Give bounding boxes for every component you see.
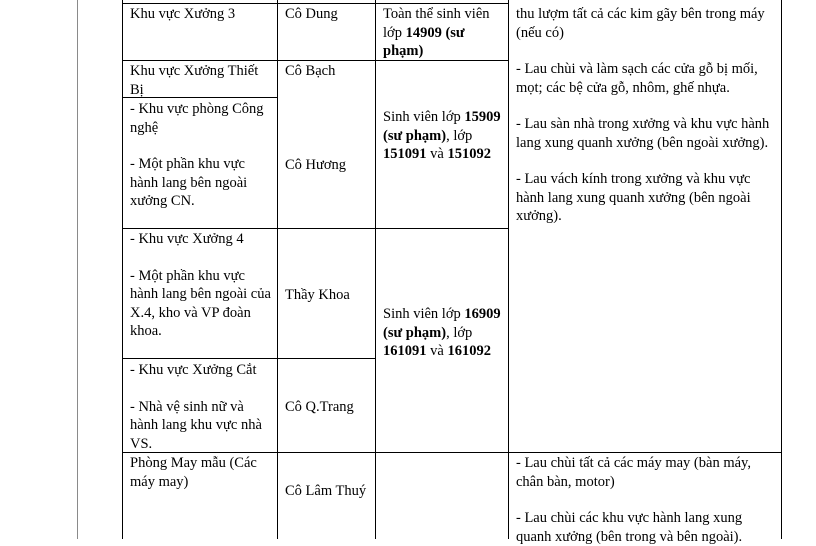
row-border [122, 358, 375, 359]
column-border [277, 0, 278, 539]
teacher-name: Cô Dung [285, 6, 338, 22]
row-border [122, 60, 375, 61]
column-border [781, 0, 782, 539]
tasks-cell [516, 454, 778, 546]
teacher-cell [285, 286, 371, 305]
area-cell [130, 230, 272, 341]
area-text: - Khu vực Xưởng Cắt [130, 362, 257, 378]
class-code: 16909 (sư phạm) [383, 306, 501, 341]
column-border [375, 0, 376, 539]
area-cell [130, 5, 272, 24]
task-text: thu lượm tất cả các kim gãy bên trong máy (nếu có) [516, 6, 765, 41]
class-code: 161091 [383, 343, 427, 359]
teacher-cell [285, 156, 371, 175]
students-text: và [426, 146, 448, 162]
area-cell [130, 454, 272, 491]
task-text: - Lau chùi các khu vực hành lang xung quanh xưởng (bên trong và bên ngoài). [516, 510, 743, 545]
teacher-cell [285, 482, 371, 501]
students-cell [383, 108, 505, 164]
area-text: - Một phần khu vực hành lang bên ngoài xưởng CN. [130, 156, 248, 209]
teacher-cell [285, 62, 371, 81]
page-margin-line [77, 0, 78, 539]
students-text: Toàn thể sinh viên lớp [383, 6, 490, 41]
students-cell [383, 5, 505, 61]
task-text: - Lau vách kính trong xưởng và khu vực hành lang xung quanh xưởng (bên ngoài xưởng). [516, 171, 751, 224]
area-text: Khu vực Xưởng 3 [130, 6, 236, 22]
column-border [122, 0, 123, 539]
task-text: - Lau chùi và làm sạch các cửa gỗ bị mối, mọt; các bệ cửa gỗ, nhôm, ghế nhựa. [516, 61, 758, 96]
teacher-name: Cô Lâm Thuý [285, 483, 367, 499]
area-cell [130, 62, 272, 99]
teacher-name: Thầy Khoa [285, 287, 350, 303]
column-border [508, 0, 509, 539]
students-text: và [426, 343, 448, 359]
area-cell [130, 100, 272, 211]
teacher-name: Cô Bạch [285, 63, 336, 79]
area-text: - Khu vực Xưởng 4 [130, 231, 244, 247]
class-code: 15909 (sư phạm) [383, 109, 501, 144]
row-border [122, 3, 508, 4]
teacher-cell [285, 5, 371, 24]
class-code: 161092 [447, 343, 491, 359]
students-text: , lớp [446, 127, 473, 144]
area-text: Phòng May mẫu (Các máy may) [130, 455, 257, 490]
tasks-cell [516, 5, 778, 226]
area-cell [130, 361, 272, 453]
area-text: - Một phần khu vực hành lang bên ngoài của X.4, kho và VP đoàn khoa. [130, 267, 271, 339]
task-text: - Lau sàn nhà trong xưởng và khu vực hành lang xung quanh xưởng (bên ngoài xưởng). [516, 116, 770, 151]
area-text: Khu vực Xưởng Thiết Bị [130, 63, 259, 98]
teacher-cell [285, 398, 371, 417]
class-code: 14909 (sư phạm) [383, 24, 465, 59]
students-text: Sinh viên lớp [383, 306, 465, 322]
class-code: 151091 [383, 146, 427, 162]
students-text: , lớp [446, 324, 473, 341]
students-cell [383, 305, 505, 361]
task-text: - Lau chùi tất cả các máy may (bàn máy, chân bàn, motor) [516, 455, 751, 490]
teacher-name: Cô Q.Trang [285, 399, 354, 415]
teacher-name: Cô Hương [285, 157, 347, 173]
students-text: Sinh viên lớp [383, 109, 465, 125]
class-code: 151092 [447, 146, 491, 162]
area-text: - Nhà vệ sinh nữ và hành lang khu vực nhà VS. [130, 398, 262, 452]
area-text: - Khu vực phòng Công nghệ [130, 101, 264, 136]
row-border [122, 228, 508, 229]
